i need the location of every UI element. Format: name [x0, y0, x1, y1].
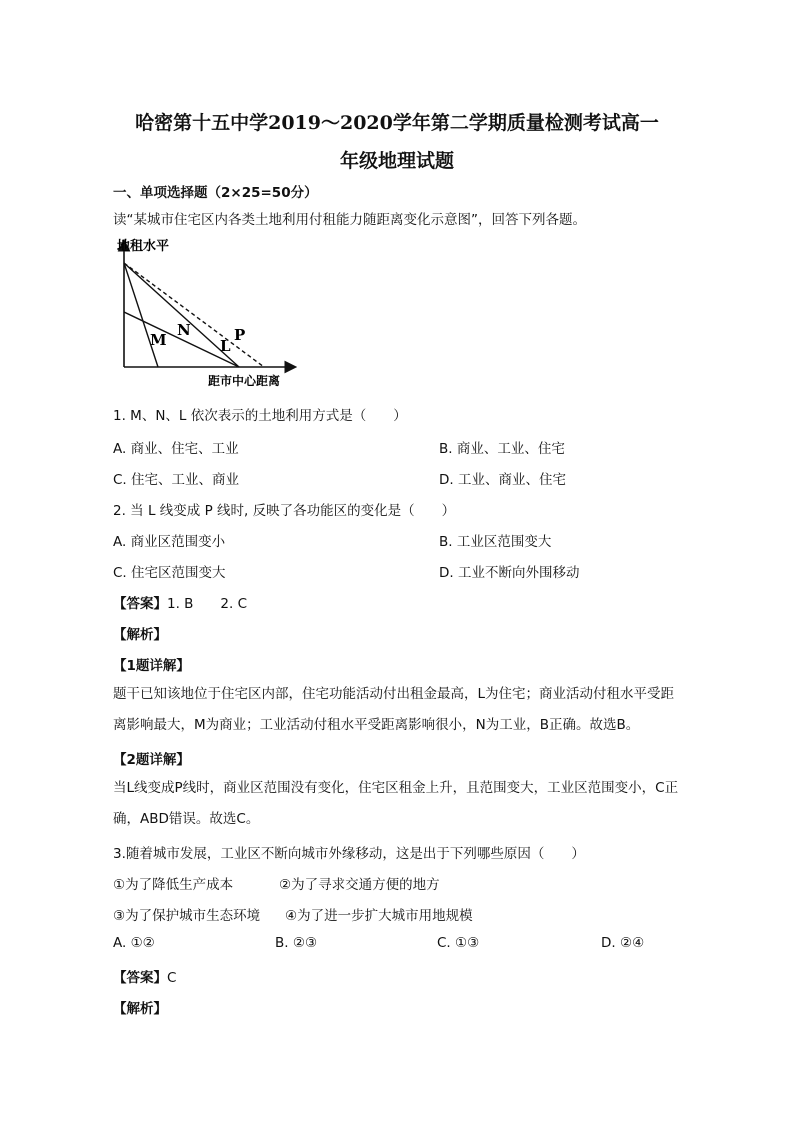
answer-3: [113, 966, 176, 986]
rent-distance-figure: [114, 236, 304, 388]
q2-option-a: A. 商业区范围变小: [113, 534, 226, 550]
analysis-heading-1: 【解析】: [113, 627, 167, 643]
label-m: M: [150, 331, 167, 349]
detail-2-heading: 【2题详解】: [113, 752, 190, 768]
q3-reason-1: ①为了降低生产成本: [113, 877, 234, 893]
section-heading: 一、单项选择题（2×25=50分）: [113, 185, 318, 201]
intro-text: 读“某城市住宅区内各类土地利用付租能力随距离变化示意图”，回答下列各题。: [113, 212, 586, 228]
q1-option-a: A. 商业、住宅、工业: [113, 441, 239, 457]
q3-option-d: D. ②④: [601, 935, 645, 951]
q2-option-c: C. 住宅区范围变大: [113, 565, 226, 581]
y-axis-label: 地租水平: [117, 239, 170, 254]
x-axis-label: 距市中心距离: [208, 374, 281, 388]
q3-reason-4: ④为了进一步扩大城市用地规模: [285, 908, 473, 924]
q2-stem: 2. 当 L 线变成 P 线时, 反映了各功能区的变化是（ ）: [113, 503, 456, 519]
title-line-2: 年级地理试题: [339, 150, 454, 172]
detail-1-heading: 【1题详解】: [113, 658, 190, 674]
q3-reason-3: ③为了保护城市生态环境: [113, 908, 261, 924]
label-l: L: [220, 337, 231, 355]
q3-option-b: B. ②③: [275, 935, 318, 951]
answer-3-tag: 【答案】: [113, 970, 167, 986]
analysis-heading-3: 【解析】: [113, 1001, 167, 1017]
answer-text: 1. B 2. C: [167, 596, 248, 612]
q3-option-c: C. ①③: [437, 935, 480, 951]
q3-reason-2: ②为了寻求交通方便的地方: [279, 877, 440, 893]
label-n: N: [177, 321, 191, 339]
title-line-1: 哈密第十五中学2019～2020学年第二学期质量检测考试高一: [135, 112, 659, 134]
q1-option-b: B. 商业、工业、住宅: [439, 441, 565, 457]
q1-stem: 1. M、N、L 依次表示的土地利用方式是（ ）: [113, 408, 407, 424]
q1-option-d: D. 工业、商业、住宅: [439, 472, 566, 488]
line-p: [124, 263, 264, 367]
answer-tag: 【答案】: [113, 596, 167, 612]
q3-option-a: A. ①②: [113, 935, 155, 951]
q1-option-c: C. 住宅、工业、商业: [113, 472, 240, 488]
label-p: P: [234, 326, 246, 344]
detail-1-text: 题干已知该地位于住宅区内部，住宅功能活动付出租金最高，L为住宅；商业活动付租水平受距离影响最大，M为商业；工业活动付租水平受距离影响很小，N为工业，B正确。故选B。: [113, 686, 675, 733]
q2-option-d: D. 工业不断向外围移动: [439, 565, 580, 581]
answer-3-text: C: [167, 970, 177, 986]
q3-stem: 3.随着城市发展，工业区不断向城市外缘移动，这是出于下列哪些原因（ ）: [113, 846, 585, 862]
q2-option-b: B. 工业区范围变大: [439, 534, 552, 550]
answer-1-2: [113, 592, 247, 612]
detail-2-text: 当L线变成P线时，商业区范围没有变化，住宅区租金上升，且范围变大，工业区范围变小，C正确，ABD错误。故选C。: [113, 780, 679, 827]
